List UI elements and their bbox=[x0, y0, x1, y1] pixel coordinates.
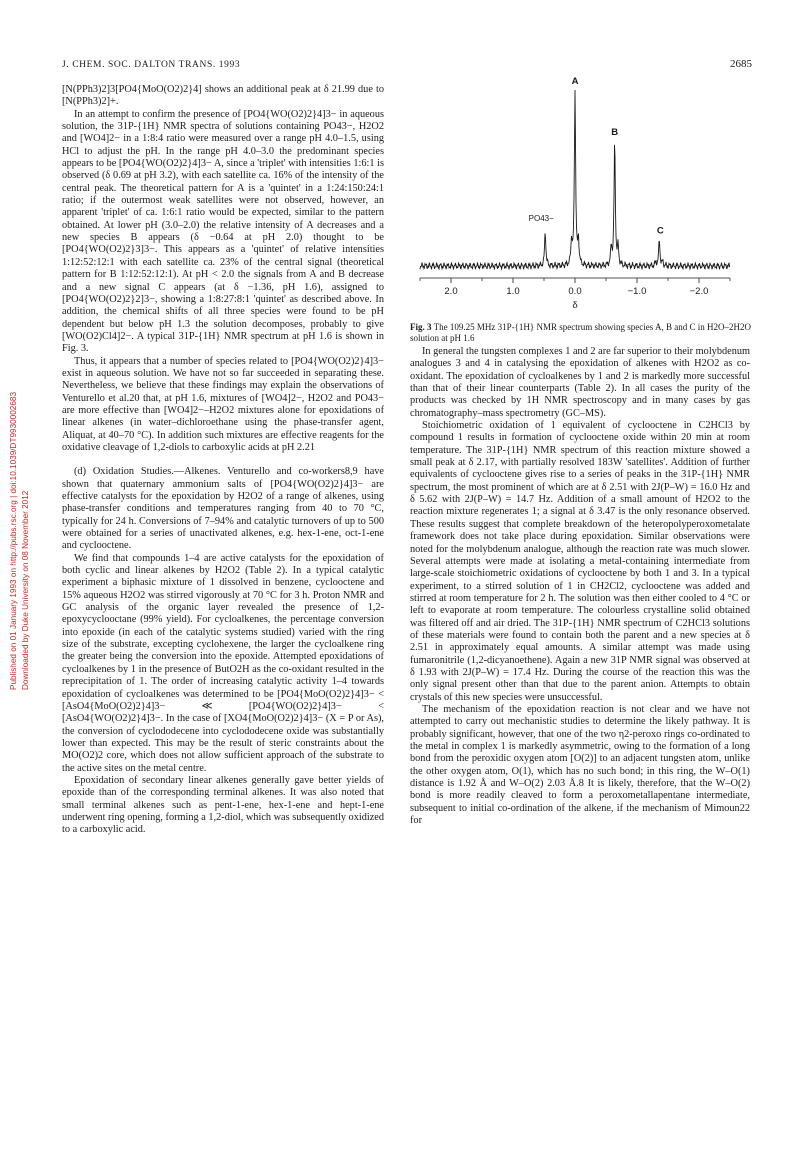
x-axis-label: δ bbox=[572, 300, 578, 311]
peak-label-a: A bbox=[571, 76, 579, 87]
paragraph: We find that compounds 1–4 are active catalysts for the epoxidation of both cyclic and linear alkenes by H2O2 (Table 2). In a typical catalytic experiment a biphasic mixture of 1 dissolved in benzene, cyclooctene and 15% aqueous H2O2 was stirred vigorously at 70 °C for 3 h. Proton NMR and GC analysis of the organic layer revealed the presence of 1,2-epoxycyclooctane (99% yield). For cycloalkenes, the percentage conversion into epoxide (in each of the catalytic systems studied) varied with the ring size of the substrate, excepting cyclohexene, the larger the cycloalkene ring the greater being the conversion into the epoxide. Attempted epoxidations of cycloalkenes by 1 in the presence of ButO2H as the co-oxidant resulted in the reprecipitation of 1. The order of increasing catalytic activity 1–4 towards epoxidation of cycloalkenes was determined to be [PO4{MoO(O2)2}4]3− < [AsO4{MoO(O2)2}4]3− ≪ [PO4{WO(O2)2}4]3− < [AsO4{WO(O2)2}4]3−. In the case of [XO4{MoO(O2)2}4]3− (X = P or As), the conversion of cyclododecene into cyclododecene oxide was substantially lower than expected. This may be the result of steric constraints about the MO(O2)2 core, which does not allow sufficient approach of the substrate to the active sites on the metal centre. bbox=[62, 552, 384, 774]
x-tick-label: 0.0 bbox=[568, 286, 582, 297]
paragraph: In general the tungsten complexes 1 and 2 are far superior to their molybdenum analogues 3 and 4 in catalysing the epoxidation of alkenes with H2O2 as co-oxidant. The epoxidation of cycloalkenes by 1 and 2 is markedly more successful than that of their linear counterparts (Table 2). In all cases the purity of the products was checked by 1H NMR spectroscopy and in many cases by gas chromatography–mass spectrometry (GC–MS). bbox=[410, 346, 750, 419]
paragraph: [N(PPh3)2]3[PO4{MoO(O2)2}4] shows an additional peak at δ 21.99 due to [N(PPh3)2]+. bbox=[62, 84, 384, 108]
paragraph: (d) Oxidation Studies.—Alkenes. Venturello and co-workers8,9 have shown that quaternary ammonium salts of [PO4{WO(O2)2}4]3− are effective catalysts for the epoxidation by H2O2 of a range of alkenes, using phase-transfer conditions and temperatures ranging from 40 to 70 °C, typically for 24 h. Conversions of 7–94% and catalytic turnovers of up to 500 were obtained for a series of unactivated alkenes, e.g. hex-1-ene, oct-1-ene and cyclooctene. bbox=[62, 466, 384, 552]
spectrum-trace bbox=[420, 90, 730, 270]
x-tick-label: −1.0 bbox=[627, 286, 647, 297]
peak-label-b: B bbox=[611, 127, 619, 139]
peak-label-po4: PO43− bbox=[528, 213, 554, 223]
caption-label: Fig. 3 bbox=[410, 322, 432, 332]
x-tick-label: 1.0 bbox=[506, 286, 520, 297]
published-note: Published on 01 January 1993 on http://pubs.rsc.org | doi:10.1039/DT9930002683 bbox=[9, 391, 18, 690]
paragraph: In an attempt to confirm the presence of [PO4{WO(O2)2}4]3− in aqueous solution, the 31P-{1H} NMR spectra of solutions containing PO43−, H2O2 and [WO4]2− in a 1:8:4 ratio were measured over a range pH 4.0–1.5, using HCl to adjust the pH. In the range pH 4.0–3.0 the predominant species appears to be [PO4{WO(O2)2}4]3− A, since a 'triplet' with intensities 1:6:1 is observed (δ 0.69 at pH 3.2), with each satellite ca. 16% of the intensity of the central peak. The theoretical pattern for A is a 'quintet' in a 1:24:150:24:1 ratio; if the outermost weak satellites were not observed, however, an apparent 'triplet' of ca. 1:6:1 ratio would be expected, similar to the pattern obtained. At lower pH (3.0–2.0) the relative intensity of A decreases and a new species B appears (δ −0.64 at pH 2.0) thought to be [PO4{WO(O2)2}3]3−. This appears as a 'quintet' of relative intensities 1:12:52:12:1 with each satellite ca. 23% of the central signal (theoretical pattern for B 1:12:52:12:1). At pH < 2.0 the signals from A and B decrease and a new signal C appears (at δ −1.36, pH 1.6), assigned to [PO4{WO(O2)2}2]3−, showing a 1:8:27:8:1 'quintet' as described above. In addition, the chemical shifts of all three species were found to be pH dependent but below pH 1.3 the solution decomposes, probably to give [WO(O2)Cl4]2−. A typical 31P-{1H} NMR spectrum at pH 1.6 is shown in Fig. 3. bbox=[62, 108, 384, 355]
right-column bbox=[410, 346, 750, 827]
caption-text: The 109.25 MHz 31P-{1H} NMR spectrum showing species A, B and C in H2O–2H2O solution at pH 1.6 bbox=[410, 322, 751, 343]
left-column bbox=[62, 84, 384, 837]
figure-caption bbox=[410, 322, 755, 344]
paragraph: Epoxidation of secondary linear alkenes generally gave better yields of epoxide than of the corresponding terminal alkenes. It was also noted that small terminal alkenes such as pent-1-ene, hex-1-ene and hept-1-ene underwent ring opening, forming a 1,2-diol, which was subsequently oxidized to a carboxylic acid. bbox=[62, 774, 384, 836]
nmr-spectrum-figure bbox=[410, 78, 750, 318]
x-tick-label: −2.0 bbox=[689, 286, 709, 297]
paragraph: Stoichiometric oxidation of 1 equivalent of cyclooctene in C2HCl3 by compound 1 results in formation of cyclooctene oxide within 20 min at room temperature. The 31P-{1H} NMR spectrum of this reaction mixture showed a small peak at δ 2.17, with partially resolved 183W 'satellites'. Addition of further equivalents of cyclooctene gives rise to a series of peaks in the 31P-{1H} NMR spectrum, the most prominent of which are at δ 2.51 with 2J(P–W) = 16.0 Hz and δ 5.62 with 2J(P–W) = 14.7 Hz. Addition of a small amount of H2O2 to the reaction mixture regenerates 1; a signal at δ 3.47 is the only resonance observed. These results suggest that complete breakdown of the heteropolyperoxometalate framework does not take place during epoxidation. Similar observations were noted for the molybdenum analogue, although the reaction rate was much slower. Several attempts were made at isolating a metal-containing intermediate from large-scale stoichiometric oxidations of cyclooctene by both 1 and 3. In a typical experiment, to a stirred solution of 1 in CH2Cl2, cyclooctene was added and stirred at room temperature for 2 h. The solution was then either cooled to 4 °C or left to evaporate at room temperature. The colourless crystalline solid obtained was filtered off and air dried. The 31P-{1H} NMR spectrum of C2HCl3 solutions of these materials were found to contain both the parent and a new species at δ 2.51 in approximately equal amounts. A similar attempt was made using fumaronitrile (1,2-dicyanoethene). Again a new 31P NMR signal was observed at δ 1.93 with 2J(P–W) = 17.4 Hz. During the course of the reaction this was the only signal present other than that due to the parent anion. Attempts to obtain crystals of this new species were unsuccessful. bbox=[410, 420, 750, 703]
page-number: 2685 bbox=[730, 58, 752, 70]
downloaded-note: Downloaded by Duke University on 08 November 2012 bbox=[21, 490, 30, 690]
nmr-spectrum-chart bbox=[410, 78, 750, 318]
peak-label-c: C bbox=[656, 225, 664, 237]
running-header: J. CHEM. SOC. DALTON TRANS. 1993 bbox=[62, 60, 241, 70]
paragraph: The mechanism of the epoxidation reaction is not clear and we have not attempted to carry out mechanistic studies to determine the likely pathway. It is probably significant, however, that one of the two η2-peroxo rings co-ordinated to the metal in complex 1 is markedly asymmetric, owing to the formation of a long bond from the peroxidic oxygen atom [O(2)] to an adjacent tungsten atom, unlike the other oxygen atom, O(1), which has no such bond; in this ring, the W–O(1) distance is 1.92 Å and W–O(2) 2.03 Å.8 It is likely, therefore, that the W–O(2) bond is more readily cleaved to form a peroxometallapentane intermediate, subsequent to initial co-ordination of the alkene, if the mechanism of Mimoun22 for bbox=[410, 703, 750, 827]
x-tick-label: 2.0 bbox=[444, 286, 458, 297]
paragraph: Thus, it appears that a number of species related to [PO4{WO(O2)2}4]3− exist in aqueous solution. We have not so far succeeded in separating these. Nevertheless, we believe that these findings may explain the observations of Venturello et al.20 that, at pH 1.6, mixtures of [WO4]2−, H2O2 and PO43− are more effective than [WO4]2−–H2O2 mixtures alone for epoxidations of linear alkenes (in water–dichloroethane using the phase-transfer agent, Aliquat, at 40–70 °C). In addition such mixtures are effective reagents for the oxidative cleavage of 1,2-diols to carboxylic acids at pH 2.21 bbox=[62, 355, 384, 453]
